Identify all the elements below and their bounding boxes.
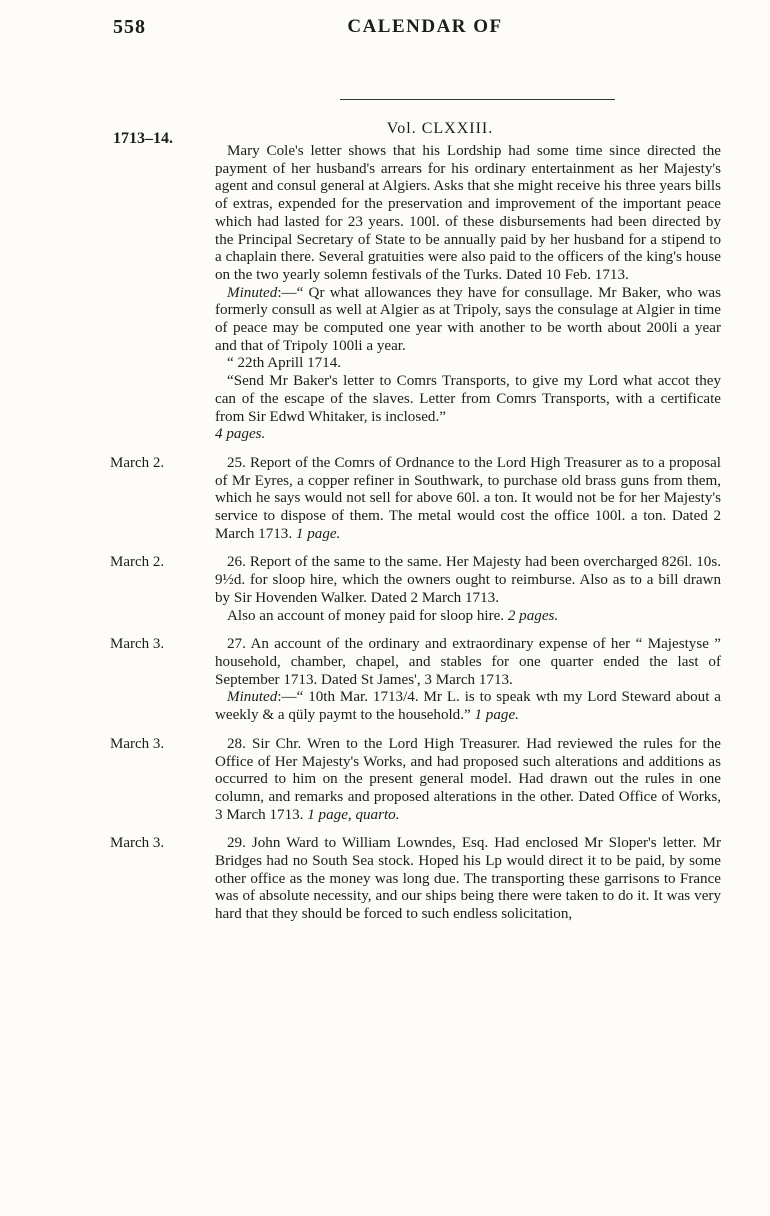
- header-rule: [340, 99, 615, 100]
- calendar-body: [110, 143, 721, 924]
- calendar-entry: [110, 835, 721, 924]
- intro-paragraph: Mary Cole's letter shows that his Lordship had some time since directed the payment of her husband's arrears for his ordinary entertainment as her Majesty's agent and consul general at Algiers. Asks that she might receive his three years bills of extras, expended for the preservation and improvement of the important peace which had lasted for 23 years. 100l. of these disbursements had been directed by the Principal Secretary of State to be annually paid by her husband for a stipend to a chaplain there. Several gratuities were also paid to the officers of the king's house on the two yearly solemn festivals of the Turks. Dated 10 Feb. 1713.: [215, 143, 721, 283]
- page-count: 1 page, quarto.: [307, 806, 400, 823]
- volume-heading: Vol. CLXXIII.: [386, 120, 494, 137]
- entry-minute: [215, 689, 721, 724]
- calendar-entry: [110, 454, 721, 544]
- entry-text: [215, 736, 721, 825]
- entry-date: March 2.: [110, 454, 165, 471]
- entry-date: March 2.: [110, 554, 165, 571]
- minute-text: :—“ 10th Mar. 1713/4. Mr L. is to speak wth my Lord Steward about a weekly & a qüly paymt to the household.”: [215, 689, 721, 724]
- entry-extra: [215, 608, 721, 626]
- page-count: 4 pages.: [215, 426, 266, 443]
- entry-text: [215, 455, 721, 544]
- entry-body: 25. Report of the Comrs of Ordnance to the Lord High Treasurer as to a proposal of Mr Eyres, a copper refiner in Southwark, to purchase old brass guns from them, which he says would not sell for above 60l. a ton. It would not be for her Majesty's service to dispose of them. The metal would cost the office 100l. a ton. Dated 2 March 1713.: [215, 454, 721, 542]
- entry-text: 26. Report of the same to the same. Her Majesty had been overcharged 826l. 10s. 9½d. for sloop hire, which the owners ought to reimburse. Also as to a bill drawn by Sir Hovenden Walker. Dated 2 March 1713.: [215, 554, 721, 606]
- calendar-entry: [110, 554, 721, 625]
- running-title: CALENDAR OF: [347, 16, 503, 37]
- page-count: 2 pages.: [507, 607, 559, 624]
- intro-minute-date: “ 22th Aprill 1714.: [227, 355, 342, 372]
- minute-text: :—“ Qr what allowances they have for consullage. Mr Baker, who was formerly consull as well at Algier as at Tripoly, says the consulage at Algier in time of peace may be computed one year with another to be worth about 200li a year and that of Tripoly 100li a year.: [215, 284, 721, 354]
- intro-entry: [215, 143, 721, 444]
- entry-date: March 3.: [110, 735, 165, 752]
- entry-text: 27. An account of the ordinary and extraordinary expense of her “ Majestyse ” household, chamber, chapel, and stables for one quarter ended the last of September 1713. Dated St James', 3 March 1713.: [215, 636, 721, 688]
- page-count: 1 page.: [295, 525, 341, 542]
- intro-minute-continued: “Send Mr Baker's letter to Comrs Transports, to give my Lord what accot they can of the escape of the slaves. Letter from Comrs Transports, with a certificate from Sir Edwd Whitaker, is inclosed.”: [215, 373, 721, 425]
- entry-extra-text: Also an account of money paid for sloop hire.: [227, 607, 505, 624]
- entry-text: 29. John Ward to William Lowndes, Esq. Had enclosed Mr Sloper's letter. Mr Bridges had no South Sea stock. Hoped his Lp would direct it to be paid, by some other office as the money was long due. The transporting these garrisons to France was of absolute necessity, and our ships being there were taken to do it. It was very hard that they should be forced to such endless solicitation,: [215, 835, 721, 923]
- page-count: 1 page.: [474, 707, 519, 724]
- calendar-entry: [110, 735, 721, 825]
- entry-date: March 3.: [110, 636, 165, 653]
- page-header: [0, 16, 770, 52]
- minuted-label: Minuted: [227, 284, 278, 301]
- year-range: 1713–14.: [113, 130, 173, 147]
- calendar-entry: [110, 636, 721, 725]
- page-number: 558: [113, 16, 146, 38]
- entry-date: March 3.: [110, 835, 165, 852]
- minuted-label: Minuted: [227, 689, 278, 706]
- intro-minute: [215, 285, 721, 356]
- entry-body: 28. Sir Chr. Wren to the Lord High Treasurer. Had reviewed the rules for the Office of Her Majesty's Works, and had proposed such alterations and additions as occurred to him on the present general model. Had drawn out the rules in one column, and remarks and proposed alterations in the other. Dated Office of Works, 3 March 1713.: [215, 735, 721, 823]
